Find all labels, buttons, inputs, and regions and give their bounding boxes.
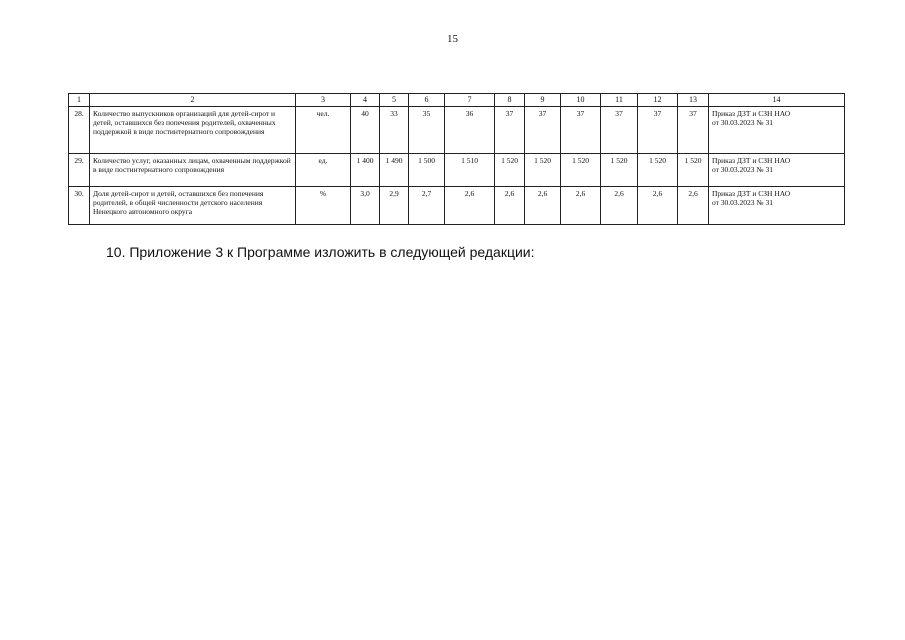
value-cell: 1 520: [561, 153, 601, 186]
source-line: от 30.03.2023 № 31: [712, 117, 773, 127]
header-cell: 5: [380, 94, 409, 107]
header-cell: 8: [495, 94, 525, 107]
value-cell: 2,6: [561, 186, 601, 224]
row-number: 28.: [69, 106, 90, 153]
indicator-name: Количество услуг, оказанных лицам, охваченным поддержкой в виде постинтернатного сопровождения: [90, 153, 296, 186]
value-cell: 1 520: [638, 153, 678, 186]
page-number: 15: [447, 33, 458, 45]
indicator-name: Количество выпускников организаций для детей-сирот и детей, оставшихся без попечения родителей, охваченных поддержкой в виде постинтернатного сопровождения: [90, 106, 296, 153]
row-number: 29.: [69, 153, 90, 186]
value-cell: 37: [561, 106, 601, 153]
source-line: от 30.03.2023 № 31: [712, 164, 773, 174]
header-cell: 2: [90, 94, 296, 107]
header-cell: 12: [638, 94, 678, 107]
unit-cell: %: [296, 186, 351, 224]
value-cell: 2,9: [380, 186, 409, 224]
source-line: Приказ ДЗТ и СЗН НАО: [712, 108, 791, 118]
value-cell: 36: [445, 106, 495, 153]
source-cell: [709, 186, 845, 224]
value-cell: 2,6: [601, 186, 638, 224]
value-cell: 1 500: [409, 153, 445, 186]
table-header-row: [69, 94, 845, 107]
value-cell: 35: [409, 106, 445, 153]
value-cell: 1 400: [351, 153, 380, 186]
value-cell: 33: [380, 106, 409, 153]
table-row: [69, 186, 845, 224]
row-number: 30.: [69, 186, 90, 224]
value-cell: 2,6: [638, 186, 678, 224]
value-cell: 1 490: [380, 153, 409, 186]
source-cell: [709, 106, 845, 153]
value-cell: 37: [525, 106, 561, 153]
value-cell: 1 520: [601, 153, 638, 186]
value-cell: 37: [601, 106, 638, 153]
value-cell: 1 510: [445, 153, 495, 186]
value-cell: 2,6: [678, 186, 709, 224]
value-cell: 37: [678, 106, 709, 153]
header-cell: 13: [678, 94, 709, 107]
instruction-paragraph: 10. Приложение 3 к Программе изложить в следующей редакции:: [106, 244, 535, 260]
unit-cell: ед.: [296, 153, 351, 186]
table-row: [69, 106, 845, 153]
value-cell: 1 520: [495, 153, 525, 186]
source-line: Приказ ДЗТ и СЗН НАО: [712, 155, 791, 165]
source-cell: [709, 153, 845, 186]
header-cell: 14: [709, 94, 845, 107]
value-cell: 2,7: [409, 186, 445, 224]
header-cell: 10: [561, 94, 601, 107]
value-cell: 2,6: [525, 186, 561, 224]
header-cell: 6: [409, 94, 445, 107]
table-row: [69, 153, 845, 186]
value-cell: 1 520: [525, 153, 561, 186]
indicators-table: [68, 93, 845, 225]
unit-cell: чел.: [296, 106, 351, 153]
value-cell: 37: [495, 106, 525, 153]
source-line: Приказ ДЗТ и СЗН НАО: [712, 188, 791, 198]
header-cell: 11: [601, 94, 638, 107]
indicator-name: Доля детей-сирот и детей, оставшихся без попечения родителей, в общей численности детского населения Ненецкого автономного округа: [90, 186, 296, 224]
value-cell: 2,6: [445, 186, 495, 224]
value-cell: 37: [638, 106, 678, 153]
value-cell: 1 520: [678, 153, 709, 186]
header-cell: 9: [525, 94, 561, 107]
header-cell: 3: [296, 94, 351, 107]
header-cell: 7: [445, 94, 495, 107]
source-line: от 30.03.2023 № 31: [712, 197, 773, 207]
value-cell: 3,0: [351, 186, 380, 224]
header-cell: 4: [351, 94, 380, 107]
header-cell: 1: [69, 94, 90, 107]
value-cell: 2,6: [495, 186, 525, 224]
value-cell: 40: [351, 106, 380, 153]
